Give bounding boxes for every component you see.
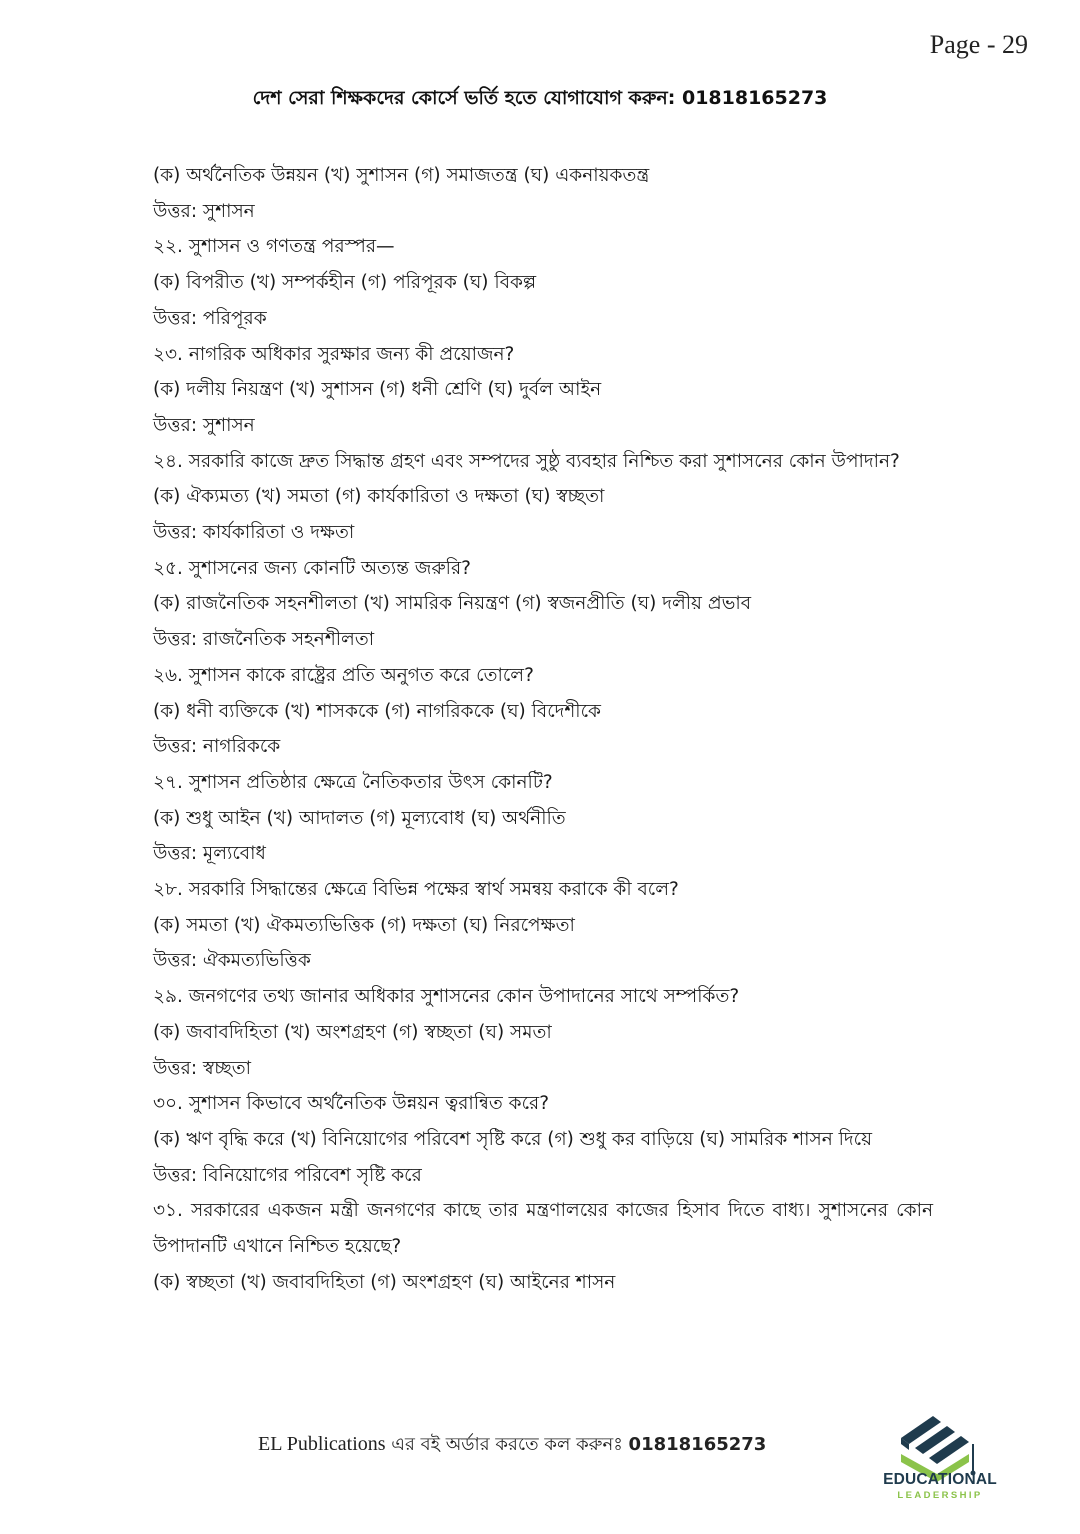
question-line: ৩০. সুশাসন কিভাবে অর্থনৈতিক উন্নয়ন ত্বরান্বিত করে? bbox=[153, 1093, 550, 1115]
page-number: Page - 29 bbox=[929, 30, 1028, 59]
logo-title: EDUCATIONAL bbox=[883, 1471, 997, 1488]
options-line: (ক) ঋণ বৃদ্ধি করে (খ) বিনিয়োগের পরিবেশ সৃষ্টি করে (গ) শুধু কর বাড়িয়ে (ঘ) সামরিক শাসন দিয়ে bbox=[153, 1128, 872, 1150]
answer-line: উত্তর: স্বচ্ছতা bbox=[153, 1057, 251, 1079]
options-line: (ক) অর্থনৈতিক উন্নয়ন (খ) সুশাসন (গ) সমাজতন্ত্র (ঘ) একনায়কতন্ত্র bbox=[153, 165, 650, 186]
question-line: ২৭. সুশাসন প্রতিষ্ঠার ক্ষেত্রে নৈতিকতার উৎস কোনটি? bbox=[153, 771, 553, 793]
options-line: (ক) সমতা (খ) ঐকমত্যভিত্তিক (গ) দক্ষতা (ঘ) নিরপেক্ষতা bbox=[153, 914, 575, 936]
options-line: (ক) ধনী ব্যক্তিকে (খ) শাসককে (গ) নাগরিককে (ঘ) বিদেশীকে bbox=[153, 700, 601, 722]
question-line: ২২. সুশাসন ও গণতন্ত্র পরস্পর— bbox=[153, 236, 395, 258]
footer-order-line bbox=[258, 1430, 766, 1461]
answer-line: উত্তর: সুশাসন bbox=[153, 200, 255, 222]
answer-line: উত্তর: নাগরিককে bbox=[153, 736, 281, 758]
options-line: (ক) শুধু আইন (খ) আদালত (গ) মূল্যবোধ (ঘ) অর্থনীতি bbox=[153, 807, 566, 829]
mcq-content bbox=[153, 158, 933, 1301]
footer-phone: 01818165273 bbox=[628, 1434, 767, 1455]
publisher-name: EL Publications bbox=[258, 1433, 386, 1455]
order-text: এর বই অর্ডার করতে কল করুনঃ bbox=[385, 1434, 629, 1455]
question-line: ২৮. সরকারি সিদ্ধান্তের ক্ষেত্রে বিভিন্ন পক্ষের স্বার্থ সমন্বয় করাকে কী বলে? bbox=[153, 879, 679, 901]
question-line: ২৩. নাগরিক অধিকার সুরক্ষার জন্য কী প্রয়োজন? bbox=[153, 343, 515, 365]
answer-line: উত্তর: পরিপূরক bbox=[153, 307, 267, 329]
question-line: ২৫. সুশাসনের জন্য কোনটি অত্যন্ত জরুরি? bbox=[153, 557, 471, 579]
contact-header: দেশ সেরা শিক্ষকদের কোর্সে ভর্তি হতে যোগাযোগ করুন: 01818165273 bbox=[252, 87, 828, 109]
options-line: (ক) রাজনৈতিক সহনশীলতা (খ) সামরিক নিয়ন্ত্রণ (গ) স্বজনপ্রীতি (ঘ) দলীয় প্রভাব bbox=[153, 593, 752, 615]
answer-line: উত্তর: সুশাসন bbox=[153, 414, 255, 436]
options-line: (ক) দলীয় নিয়ন্ত্রণ (খ) সুশাসন (গ) ধনী শ্রেণি (ঘ) দুর্বল আইন bbox=[153, 379, 602, 401]
answer-line: উত্তর: বিনিয়োগের পরিবেশ সৃষ্টি করে bbox=[153, 1164, 422, 1186]
question-line: ২৪. সরকারি কাজে দ্রুত সিদ্ধান্ত গ্রহণ এবং সম্পদের সুষ্ঠু ব্যবহার নিশ্চিত করা সুশাসনের কোন উপাদান? bbox=[153, 450, 900, 472]
question-line: ৩১. সরকারের একজন মন্ত্রী জনগণের কাছে তার মন্ত্রণালয়ের কাজের হিসাব দিতে বাধ্য। সুশাসনের কোন উপাদানটি এখানে নিশ্চিত হয়েছে? bbox=[153, 1200, 933, 1258]
options-line: (ক) ঐক্যমত্য (খ) সমতা (গ) কার্যকারিতা ও দক্ষতা (ঘ) স্বচ্ছতা bbox=[153, 486, 605, 508]
answer-line: উত্তর: মূল্যবোধ bbox=[153, 843, 266, 865]
answer-line: উত্তর: রাজনৈতিক সহনশীলতা bbox=[153, 629, 375, 651]
answer-line: উত্তর: ঐকমত্যভিত্তিক bbox=[153, 950, 311, 972]
logo-subtitle: LEADERSHIP bbox=[897, 1490, 983, 1501]
question-line: ২৬. সুশাসন কাকে রাষ্ট্রের প্রতি অনুগত করে তোলে? bbox=[153, 664, 534, 686]
options-line: (ক) জবাবদিহিতা (খ) অংশগ্রহণ (গ) স্বচ্ছতা (ঘ) সমতা bbox=[153, 1021, 552, 1043]
answer-line: উত্তর: কার্যকারিতা ও দক্ষতা bbox=[153, 522, 355, 544]
options-line: (ক) স্বচ্ছতা (খ) জবাবদিহিতা (গ) অংশগ্রহণ (ঘ) আইনের শাসন bbox=[153, 1271, 616, 1293]
options-line: (ক) বিপরীত (খ) সম্পর্কহীন (গ) পরিপূরক (ঘ) বিকল্প bbox=[153, 272, 537, 294]
question-line: ২৯. জনগণের তথ্য জানার অধিকার সুশাসনের কোন উপাদানের সাথে সম্পর্কিত? bbox=[153, 986, 740, 1008]
